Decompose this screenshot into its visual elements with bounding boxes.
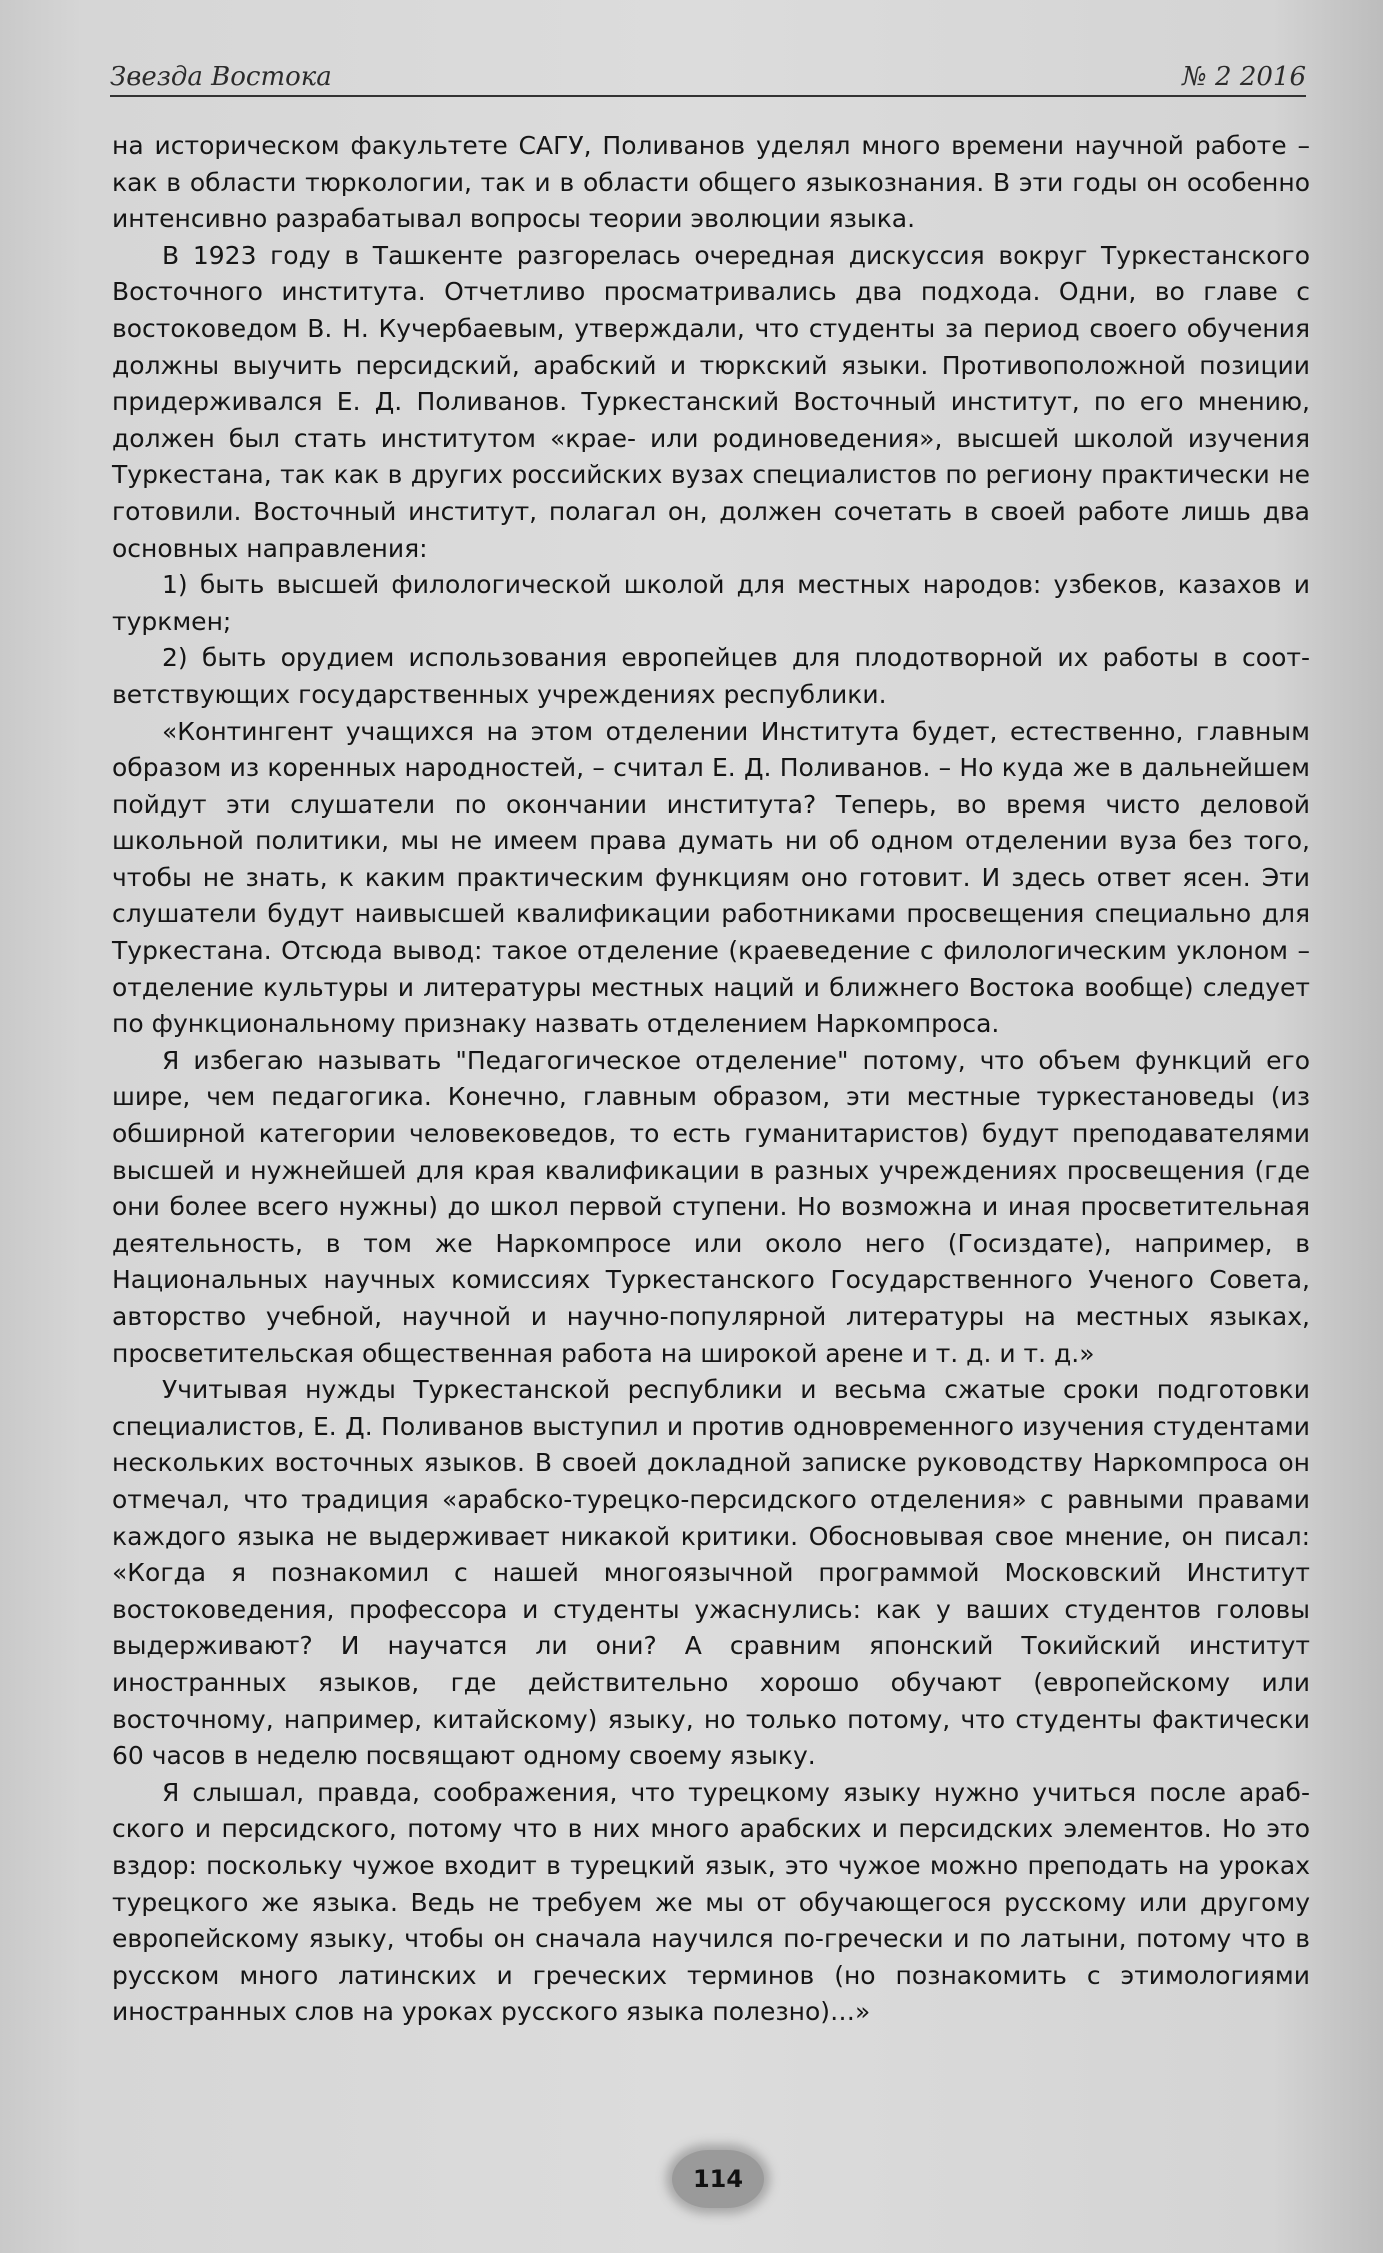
issue-info: № 2 2016: [1182, 62, 1306, 92]
list-item: 2) быть орудием использования европейцев для плодотворной их работы в соответствующих государственных учреждениях республики.: [112, 643, 1310, 709]
running-header: [110, 52, 1306, 92]
paragraph: на историческом факультете САГУ, Поливанов уделял много времени научной работе – как в области тюркологии, так и в области общего языкознания. В эти годы он особенно интенсивно разрабатывал вопросы теории эволюции языка.: [112, 131, 1310, 234]
header-divider: [110, 95, 1306, 97]
quote-paragraph: Я избегаю называть "Педагогическое отделение" потому, что объем функций его шире, чем педагогика. Конечно, главным образом, эти местные туркестановеды (из обширной категории человековедов, то есть гуманитаристов) будут преподавателями высшей и нужнейшей для края квалификации в разных учреждениях просвещения (где они более всего нужны) до школ первой ступени. Но возможна и иная просветительная деятельность, в том же Наркомпросе или около него (Госиздате), например, в Национальных научных комиссиях Туркестанского Государственного Ученого Совета, авторство учебной, научной и научно-популярной литературы на местных языках, просветительская общественная работа на широкой арене и т. д. и т. д.»: [112, 1045, 1310, 1368]
paragraph: Учитывая нужды Туркестанской республики и весьма сжатые сроки подготовки специалистов, Е. Д. Поливанов выступил и против одновременного изучения студентами нескольких восточных языков. В своей докладной записке руководству Наркомпроса он отмечал, что традиция «арабско-турецко-персидского отделения» с равными правами каждого языка не выдерживает никакой критики. Обосновывая свое мнение, он писал: «Когда я познакомил с нашей многоязычной программой Московский Институт востоковедения, профессора и студенты ужаснулись: как у ваших студентов головы выдерживают? И научатся ли они? А сравним японский Токийский институт иностранных языков, где действительно хорошо обучают (европейскому или восточному, например, китайскому) языку, но только потому, что студенты фактически 60 часов в неделю посвящают одному своему языку.: [112, 1375, 1310, 1771]
journal-title: Звезда Востока: [110, 62, 332, 92]
page-number: 114: [672, 2150, 764, 2208]
quote-paragraph: «Контингент учащихся на этом отделении Института будет, естественно, главным образом из коренных народностей, – считал Е. Д. Поливанов. – Но куда же в дальнейшем пойдут эти слушатели по окончании института? Теперь, во время чисто деловой школьной политики, мы не имеем права думать ни об одном отделении вуза без того, чтобы не знать, к каким практическим функциям оно готовит. И здесь ответ ясен. Эти слушатели будут наивысшей квалификации работниками просвещения специально для Туркестана. Отсюда вывод: такое отделение (краеведение с филологическим уклоном – отделение культуры и литературы местных наций и ближнего Востока вообще) следует по функциональному признаку назвать отделением Наркомпроса.: [112, 716, 1310, 1039]
paragraph: В 1923 году в Ташкенте разгорелась очередная дискуссия вокруг Туркестанского Восточного института. Отчетливо просматривались два подхода. Одни, во главе с востоковедом В. Н. Кучербаевым, утверждали, что студенты за период своего обучения должны выучить персидский, арабский и тюркский языки. Противоположной позиции придерживался Е. Д. Поливанов. Туркестанский Восточный институт, по его мнению, должен был стать институтом «крае- или родиноведения», высшей школой изучения Туркестана, так как в других российских вузах специалистов по региону практически не готовили. Восточный институт, полагал он, должен сочетать в своей работе лишь два основных направления:: [112, 240, 1310, 563]
quote-paragraph: Я слышал, правда, соображения, что турецкому языку нужно учиться после арабского и персидского, потому что в них много арабских и персидских элементов. Но это вздор: поскольку чужое входит в турецкий язык, это чужое можно преподать на уроках турецкого же языка. Ведь не требуем же мы от обучающегося русскому или другому европейскому языку, чтобы он сначала научился по-гречески и по латыни, потому что в русском много латинских и греческих терминов (но познакомить с этимологиями иностранных слов на уроках русского языка полезно)…»: [112, 1777, 1310, 2027]
list-item: 1) быть высшей филологической школой для местных народов: узбеков, казахов и туркмен;: [112, 570, 1310, 636]
article-body: [112, 128, 1310, 2031]
